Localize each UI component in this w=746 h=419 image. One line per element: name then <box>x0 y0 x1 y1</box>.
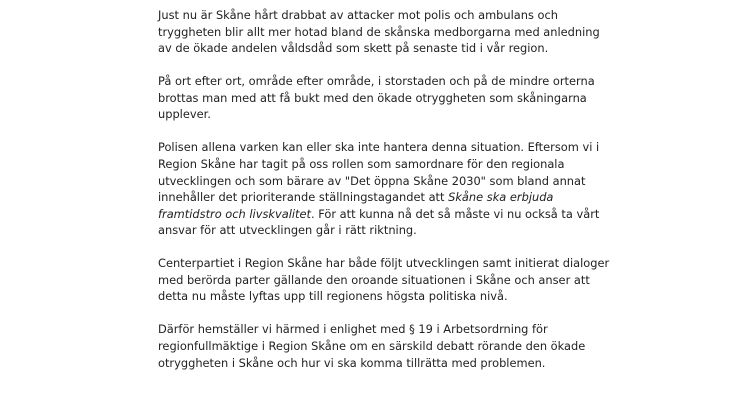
text-line: brottas man med att få bukt med den ökade otryggheten som skåningarna <box>158 90 587 105</box>
paragraph-request <box>158 321 618 371</box>
text-run: . För att kunna nå det så måste vi nu också ta vårt <box>310 206 600 221</box>
text-line: På ort efter ort, område efter område, i storstaden och på de mindre orterna <box>158 74 595 89</box>
text-line: tryggheten blir allt mer hotad bland de skånska medborgarna med anledning <box>158 24 600 39</box>
paragraph-attacks <box>158 7 618 57</box>
text-line: med berörda parter gällande den oroande situationen i Skåne och anser att <box>158 272 590 287</box>
paragraph-police <box>158 139 618 239</box>
text-line <box>158 189 618 206</box>
text-line: regionfullmäktige i Region Skåne om en särskild debatt rörande den ökade <box>158 339 586 354</box>
text-line: Just nu är Skåne hårt drabbat av attacker mot polis och ambulans och <box>158 8 558 22</box>
paragraph-centerpartiet <box>158 255 618 305</box>
paragraph-insecurity <box>158 73 618 123</box>
text-line: upplever. <box>158 107 211 122</box>
text-line: av de ökade andelen våldsdåd som skett på senaste tid i vår region. <box>158 41 549 56</box>
text-line: Region Skåne har tagit på oss rollen som samordnare för den regionala <box>158 156 565 171</box>
text-run: innehåller det prioriterande ställningstagandet att <box>158 190 449 205</box>
text-line: ansvar för att utvecklingen går i rätt riktning. <box>158 223 417 238</box>
italic-quote: Skåne ska erbjuda <box>448 190 554 205</box>
text-line: Centerpartiet i Region Skåne har både följt utvecklingen samt initierat dialoger <box>158 256 610 271</box>
text-line <box>158 206 618 223</box>
text-line: Polisen allena varken kan eller ska inte hantera denna situation. Eftersom vi i <box>158 140 600 155</box>
italic-quote: framtidstro och livskvalitet <box>158 206 311 221</box>
text-line: otryggheten i Skåne och hur vi ska komma tillrätta med problemen. <box>158 355 546 370</box>
text-line: detta nu måste lyftas upp till regionens högsta politiska nivå. <box>158 289 508 304</box>
document-body <box>158 7 618 388</box>
text-line: Därför hemställer vi härmed i enlighet med § 19 i Arbetsordrning för <box>158 322 548 337</box>
text-line: utvecklingen och som bärare av "Det öppna Skåne 2030" som bland annat <box>158 173 586 188</box>
